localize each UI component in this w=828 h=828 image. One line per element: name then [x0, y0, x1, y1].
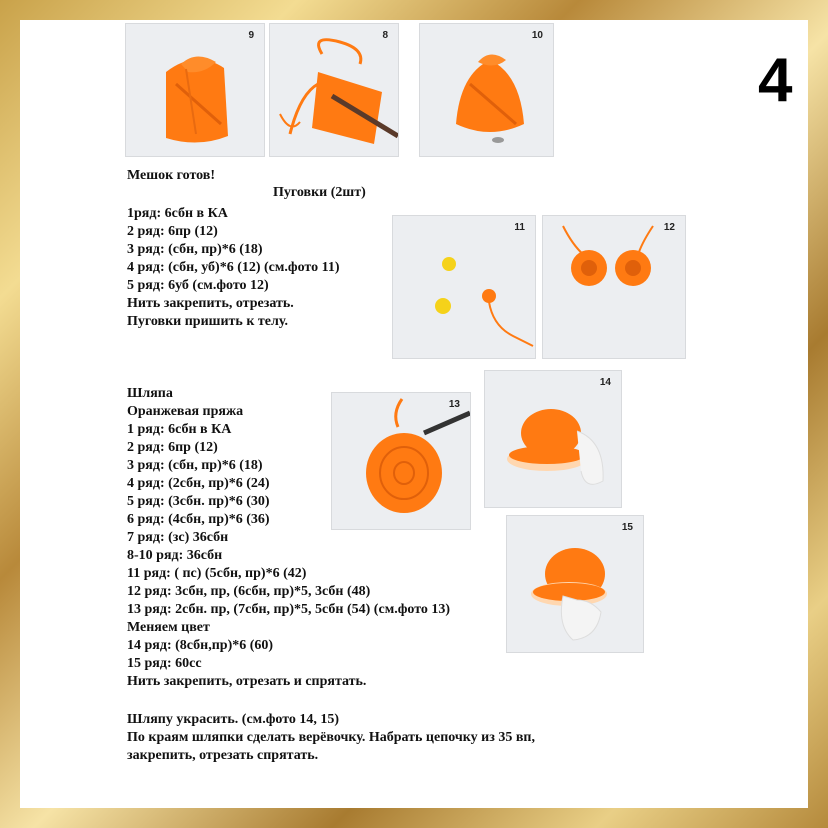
- photo-number: 8: [382, 30, 388, 41]
- photo-8: [269, 23, 399, 157]
- photo-11: [392, 215, 536, 359]
- hat-line: 4 ряд: (2сбн, пр)*6 (24): [127, 476, 270, 491]
- buttons-line: 2 ряд: 6пр (12): [127, 224, 218, 239]
- decoration-line: По краям шляпки сделать верёвочку. Набрать цепочку из 35 вп,: [127, 730, 535, 745]
- pattern-page: [20, 20, 808, 808]
- photo-number: 13: [448, 399, 460, 410]
- yellow-buttons-image: [393, 216, 536, 359]
- photo-9: [125, 23, 265, 157]
- finished-hat-image: [507, 516, 644, 653]
- hat-line: 2 ряд: 6пр (12): [127, 440, 218, 455]
- photo-number: 9: [248, 30, 254, 41]
- decoration-line: Шляпу украсить. (см.фото 14, 15): [127, 712, 340, 727]
- buttons-instructions: [127, 205, 340, 331]
- photo-number: 12: [663, 222, 675, 233]
- photo-12: [542, 215, 686, 359]
- hat-line: 7 ряд: (зс) 36сбн: [127, 530, 229, 545]
- photo-15: [506, 515, 644, 653]
- photo-number: 14: [599, 377, 611, 388]
- hat-decoration: [127, 711, 535, 765]
- decoration-line: закрепить, отрезать спрятать.: [127, 748, 319, 763]
- buttons-title: Пуговки (2шт): [273, 185, 366, 200]
- hat-line: Меняем цвет: [127, 620, 210, 635]
- hat-subtitle: Оранжевая пряжа: [127, 404, 244, 419]
- hat-line: Нить закрепить, отрезать и спрятать.: [127, 674, 367, 689]
- photo-10: [419, 23, 554, 157]
- buttons-line: 1ряд: 6сбн в КА: [127, 206, 228, 221]
- hat-line: 1 ряд: 6сбн в КА: [127, 422, 232, 437]
- photo-number: 11: [514, 222, 525, 233]
- hat-line: 8-10 ряд: 36сбн: [127, 548, 223, 563]
- hat-line: 5 ряд: (3сбн. пр)*6 (30): [127, 494, 270, 509]
- buttons-line: Нить закрепить, отрезать.: [127, 296, 294, 311]
- hat-title: Шляпа: [127, 386, 173, 401]
- bag-done-text: Мешок готов!: [127, 168, 216, 183]
- photo-number: 10: [531, 30, 543, 41]
- hat-line: 6 ряд: (4сбн, пр)*6 (36): [127, 512, 270, 527]
- hat-line: 3 ряд: (сбн, пр)*6 (18): [127, 458, 263, 473]
- photo-14: [484, 370, 622, 508]
- hat-with-brim-image: [485, 371, 622, 508]
- hat-line: 14 ряд: (8сбн,пр)*6 (60): [127, 638, 274, 653]
- orange-buttons-image: [543, 216, 686, 359]
- finished-bag-image: [420, 24, 554, 157]
- hat-line: 12 ряд: 3сбн, пр, (6сбн, пр)*5, 3сбн (48): [127, 584, 371, 599]
- hat-line: 11 ряд: ( пс) (5сбн, пр)*6 (42): [127, 566, 307, 581]
- orange-bag-image: [126, 24, 265, 157]
- buttons-line: Пуговки пришить к телу.: [127, 314, 288, 329]
- hat-line: 15 ряд: 60сс: [127, 656, 202, 671]
- photo-number: 15: [621, 522, 633, 533]
- bag-with-hook-image: [270, 24, 399, 157]
- hat-line: 13 ряд: 2сбн. пр, (7сбн, пр)*5, 5сбн (54) (см.фото 13): [127, 602, 451, 617]
- buttons-line: 4 ряд: (сбн, уб)*6 (12) (см.фото 11): [127, 260, 340, 275]
- buttons-line: 5 ряд: 6уб (см.фото 12): [127, 278, 269, 293]
- page-number: 4: [758, 46, 793, 115]
- buttons-line: 3 ряд: (сбн, пр)*6 (18): [127, 242, 263, 257]
- hat-instructions: [127, 385, 450, 691]
